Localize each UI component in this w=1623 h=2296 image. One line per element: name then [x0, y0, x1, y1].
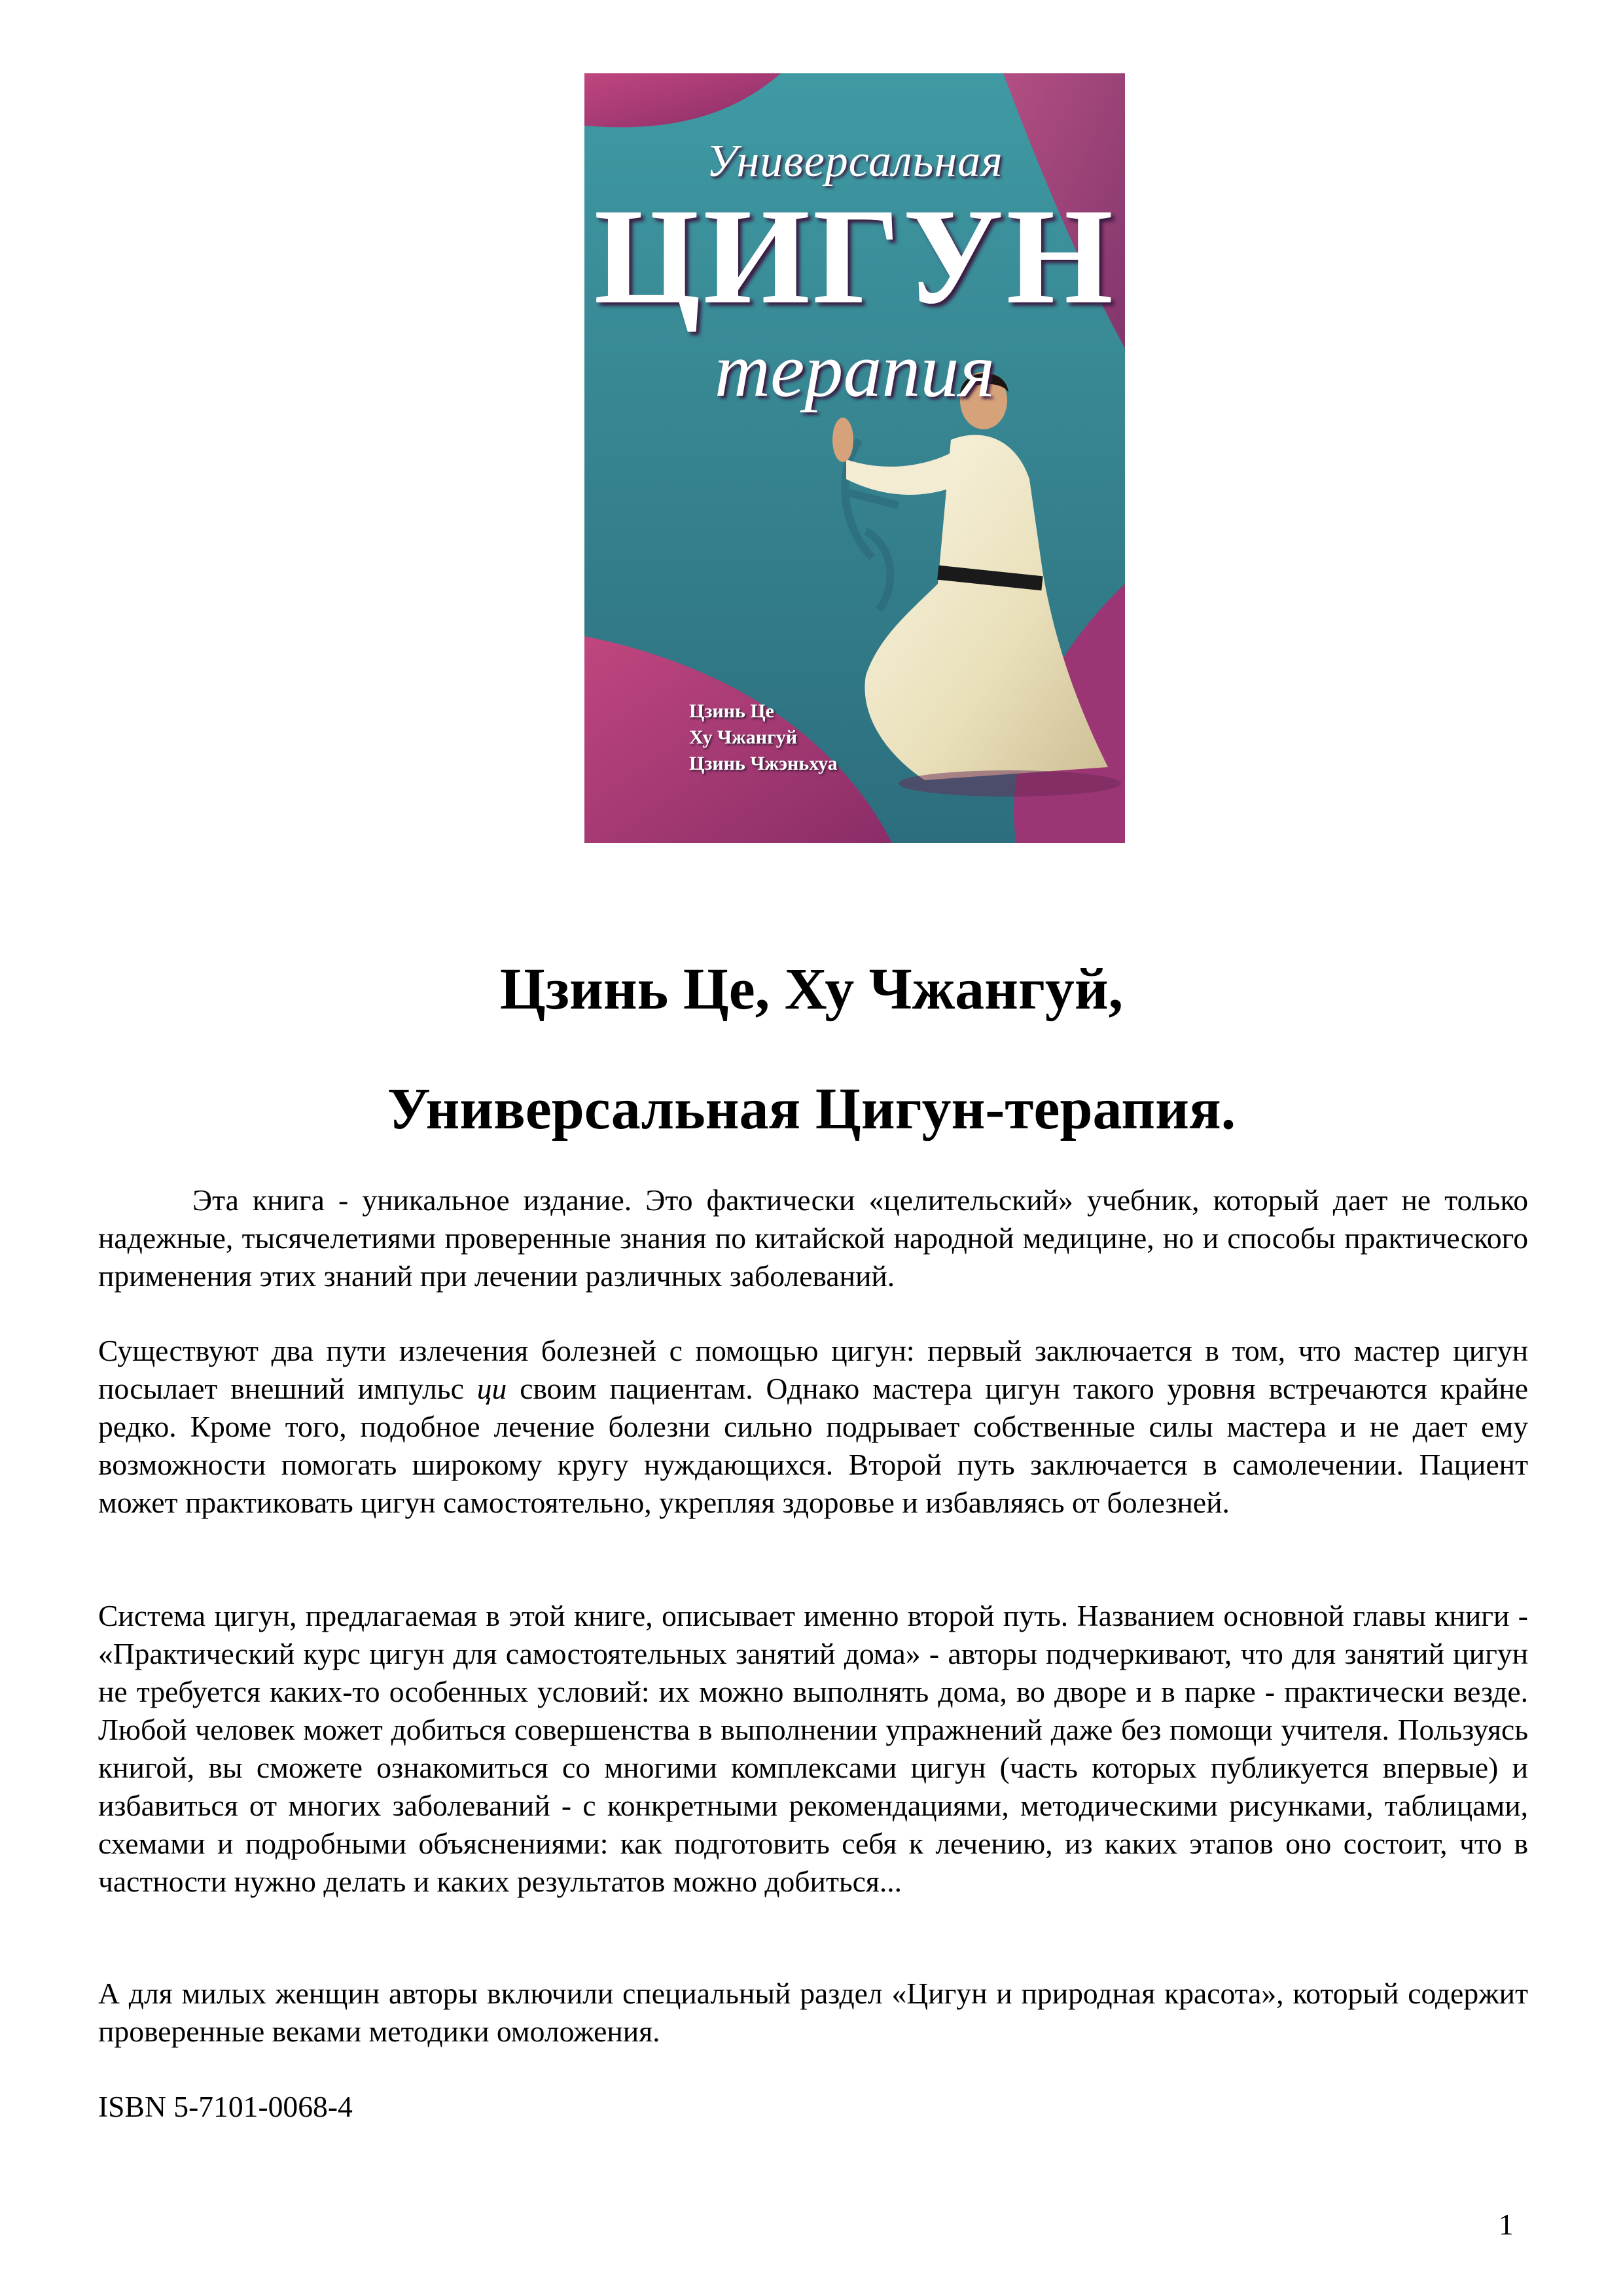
paragraph-system: Система цигун, предлагаемая в этой книге, описывает именно второй путь. Названием основной главы книги - «Практический курс цигун для самостоятельных занятий дома» - авторы подчеркивают, что для занятий цигун не требуется каких-то особенных условий: их можно выполнять дома, во дворе и в парке - практически везде. Любой человек может добиться совершенства в выполнении упражнений даже без помощи учителя. Пользуясь книгой, вы сможете ознакомиться со многими комплексами цигун (часть которых публикуется впервые) и избавиться от многих заболеваний - с конкретными рекомендациями, методическими рисунками, таблицами, схемами и подробными объяснениями: как подготовить себя к лечению, из каких этапов оно состоит, что в частности нужно делать и каких результатов можно добиться... — [98, 1599, 1528, 1898]
paragraph-intro: Эта книга - уникальное издание. Это фактически «целительский» учебник, который дает не только надежные, тысячелетиями проверенные знания по китайской народной медицине, но и способы практического применения этих знаний при лечении различных заболеваний. — [98, 1183, 1528, 1293]
page-number: 1 — [1499, 2208, 1514, 2241]
paragraph-two-paths — [98, 1332, 1528, 1522]
book-cover-image — [584, 73, 1125, 843]
paragraph-two-paths-part1: Существуют два пути излечения болезней с помощью цигун: первый заключается в том, что мастер цигун посылает внешний импульс — [98, 1334, 1528, 1405]
cover-title-line2: ЦИГУН — [594, 181, 1116, 332]
book-authors-heading: Цзинь Це, Ху Чжангуй, — [499, 957, 1124, 1022]
isbn: ISBN 5-7101-0068-4 — [98, 2090, 353, 2123]
cover-author-1: Цзинь Це — [689, 700, 774, 722]
cover-title-line3: терапия — [714, 327, 995, 413]
qi-term: ци — [476, 1372, 507, 1405]
cover-title-line1: Универсальная — [706, 136, 1003, 187]
cover-authors — [689, 698, 838, 777]
cover-author-2: Ху Чжангуй — [689, 726, 797, 748]
book-title-heading: Универсальная Цигун-терапия. — [387, 1077, 1236, 1141]
cover-author-3: Цзинь Чжэньхуа — [689, 753, 838, 774]
paragraph-women: А для милых женщин авторы включили специальный раздел «Цигун и природная красота», который содержит проверенные веками методики омоложения. — [98, 1977, 1528, 2048]
paragraph-two-paths-part2: своим пациентам. Однако мастера цигун такого уровня встречаются крайне редко. Кроме того, подобное лечение болезни сильно подрывает собственные силы мастера и не дает ему возможности помогать широкому кругу нуждающихся. Второй путь заключается в самолечении. Пациент может практиковать цигун самостоятельно, укрепляя здоровье и избавляясь от болезней. — [98, 1372, 1529, 1519]
